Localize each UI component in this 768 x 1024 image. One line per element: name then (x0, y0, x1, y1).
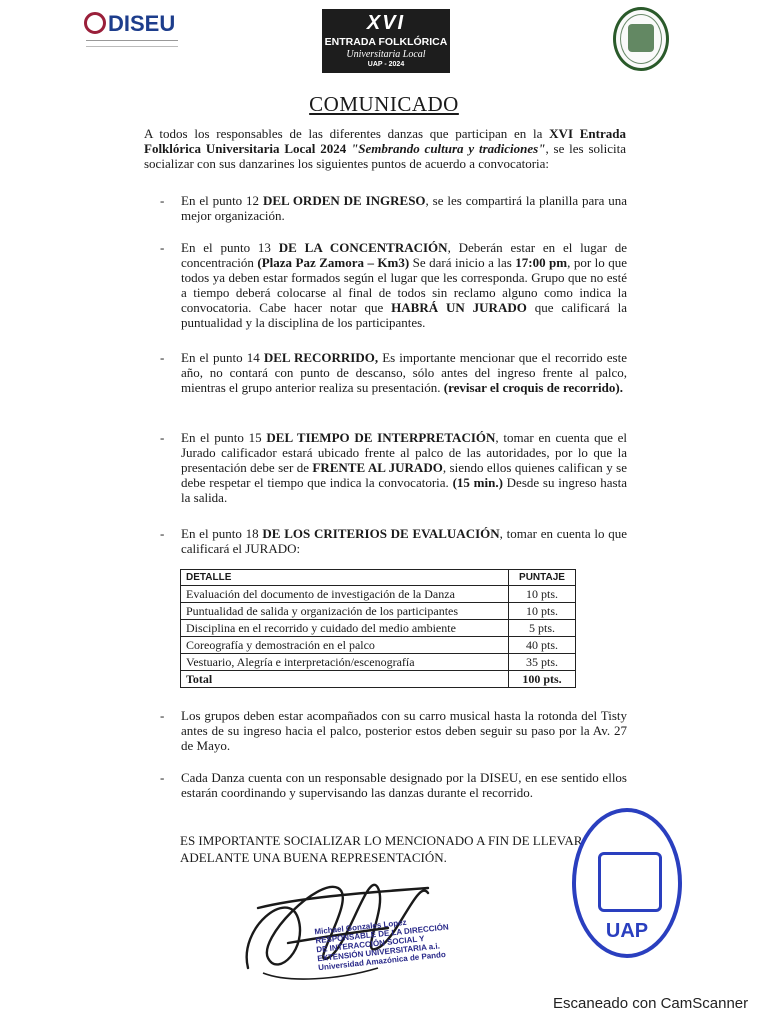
bullet-marker: - (160, 770, 165, 785)
table-header-row (181, 570, 576, 586)
table-cell: 35 pts. (509, 654, 576, 671)
table-row (181, 637, 576, 654)
table-cell: Coreografía y demostración en el palco (181, 637, 509, 654)
list-item: En el punto 13 DE LA CONCENTRACIÓN, Deberán estar en el lugar de concentración (Plaza Paz Zamora – Km3) Se dará inicio a las 17:00 pm, por lo que todos ya deben estar formados según el lugar que les corresponda. Grupo que no esté a tiempo deberá colocarse al final de todos sin reclamo alguno como indica la convocatoria. Cabe hacer notar que HABRÁ UN JURADO que calificará la puntualidad y la disciplina de los participantes. (181, 240, 628, 330)
table-cell: 5 pts. (509, 620, 576, 637)
table-row (181, 620, 576, 637)
table-cell: Evaluación del documento de investigación de la Danza (181, 586, 509, 603)
list-item: Los grupos deben estar acompañados con su carro musical hasta la rotonda del Tisty antes de su ingreso hacia el palco, posterior estos deben seguir su paso por la Av. 27 de Mayo. (181, 708, 627, 753)
bullet-marker: - (160, 526, 165, 541)
uap-seal-icon (572, 808, 682, 958)
official-stamp: Michael Gonzales Lopez RESPONSABLE DE LA DIRECCIÓN DE INTERACCIÓN SOCIAL Y EXTENSIÓN UNIVERSITARIA a.i. Universidad Amazónica de Pando (314, 917, 450, 973)
table-cell: Disciplina en el recorrido y cuidado del medio ambiente (181, 620, 509, 637)
banner-line1: ENTRADA FOLKLÓRICA (324, 36, 448, 48)
diseu-logo (84, 12, 176, 46)
table-cell: 10 pts. (509, 603, 576, 620)
table-cell: 100 pts. (509, 671, 576, 688)
table-cell: 10 pts. (509, 586, 576, 603)
column-header-puntaje: PUNTAJE (509, 570, 576, 586)
table-row (181, 586, 576, 603)
table-row (181, 603, 576, 620)
list-item: Cada Danza cuenta con un responsable designado por la DISEU, en ese sentido ellos estarán coordinando y supervisando las danzas durante el recorrido. (181, 770, 627, 800)
table-cell: Total (181, 671, 509, 688)
event-banner (322, 9, 450, 73)
university-seal-icon (613, 7, 669, 71)
banner-line3: UAP - 2024 (367, 61, 405, 68)
bullet-marker: - (160, 193, 165, 208)
diseu-logo-text: DISEU (108, 11, 176, 36)
list-item: En el punto 14 DEL RECORRIDO, Es importante mencionar que el recorrido este año, no contará con punto de descanso, sólo antes del ingreso frente al palco, mientras el grupo anterior realiza su presentación. (revisar el croquis de recorrido). (181, 350, 627, 395)
table-cell: 40 pts. (509, 637, 576, 654)
bullet-marker: - (160, 240, 165, 255)
diseu-emblem-icon (84, 12, 106, 34)
uap-seal-label: UAP (605, 920, 649, 942)
table-total-row (181, 671, 576, 688)
intro-paragraph: A todos los responsables de las diferentes danzas que participan en la XVI Entrada Folklórica Universitaria Local 2024 "Sembrando cultura y tradiciones", se les solicita socializar con sus danzarines los siguientes puntos de acuerdo a convocatoria: (144, 126, 626, 171)
closing-statement: ES IMPORTANTE SOCIALIZAR LO MENCIONADO A FIN DE LLEVAR ADELANTE UNA BUENA REPRESENTACIÓN. (180, 833, 583, 865)
banner-line2: Universitaria Local (346, 49, 426, 60)
list-item: En el punto 15 DEL TIEMPO DE INTERPRETACIÓN, tomar en cuenta que el Jurado calificador estará ubicado frente al palco de las autoridades, por lo que la presentación debe ser de FRENTE AL JURADO, siendo ellos quienes califican y se debe respetar el tiempo que indica la convocatoria. (15 min.) Desde su ingreso hasta la salida. (181, 430, 627, 505)
evaluation-table (180, 569, 576, 688)
scanner-watermark: Escaneado con CamScanner (553, 995, 749, 1012)
banner-roman: XVI (366, 12, 406, 34)
page-title: COMUNICADO (309, 92, 459, 116)
bullet-marker: - (160, 430, 165, 445)
bullet-marker: - (160, 350, 165, 365)
table-cell: Vestuario, Alegría e interpretación/escenografía (181, 654, 509, 671)
list-item: En el punto 18 DE LOS CRITERIOS DE EVALUACIÓN, tomar en cuenta lo que calificará el JURADO: (181, 526, 627, 556)
bullet-marker: - (160, 708, 165, 723)
list-item: En el punto 12 DEL ORDEN DE INGRESO, se les compartirá la planilla para una mejor organización. (181, 193, 627, 223)
table-cell: Puntualidad de salida y organización de los participantes (181, 603, 509, 620)
table-row (181, 654, 576, 671)
column-header-detalle: DETALLE (181, 570, 509, 586)
